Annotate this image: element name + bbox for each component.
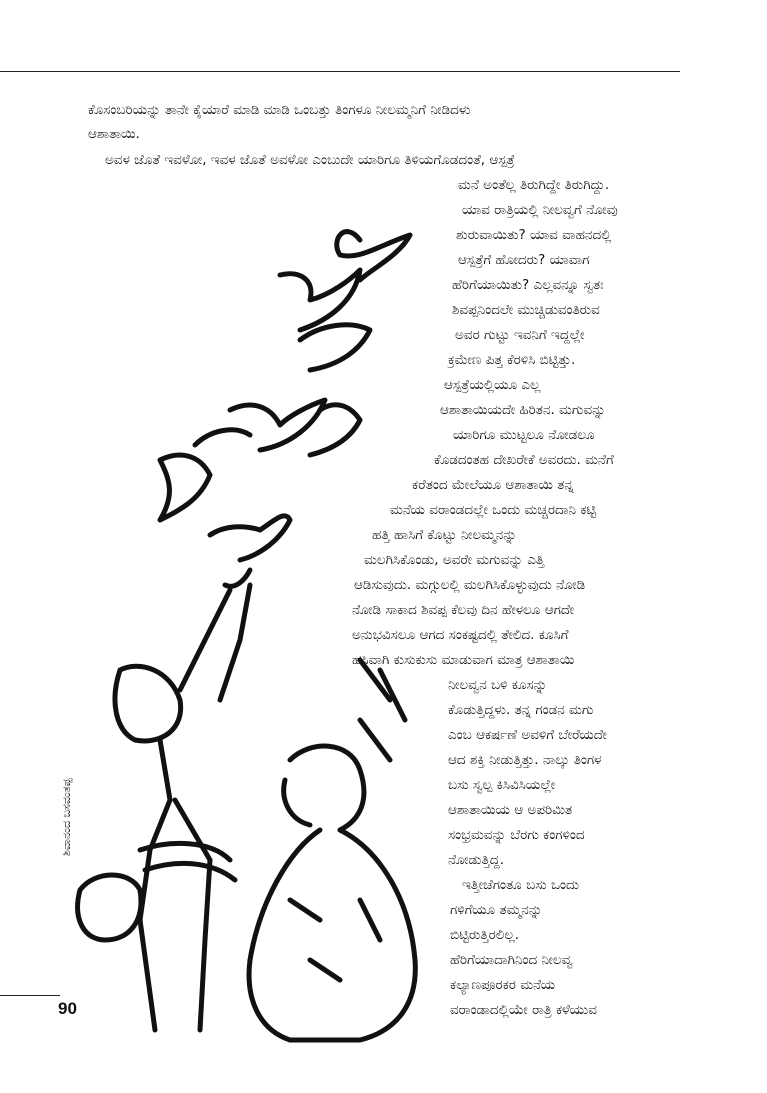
text-line: ಗಳಿಗೆಯೂ ತಮ್ಮನನ್ನು: [450, 902, 543, 918]
text-line: ಕೊಡುತ್ತಿದ್ದಳು. ತನ್ನ ಗಂಡನ ಮಗು: [448, 702, 594, 718]
illustration: [60, 200, 460, 1090]
text-line: ಕ್ರಮೇಣ ಪಿತ್ತ ಕೆರಳಿಸಿ ಬಿಟ್ಟಿತ್ತು.: [448, 352, 576, 368]
bottom-rule: [0, 995, 60, 996]
text-line: ಆಶಾತಾಯಿಯದೇ ಹಿರಿತನ. ಮಗುವನ್ನು: [440, 402, 606, 418]
text-line: ಆಸ್ಪತ್ರೆಯಲ್ಲಿಯೂ ಎಲ್ಲ: [444, 377, 541, 393]
artist-credit: ಶಿವಾನಂದ ಬಸವಂತಪ್ಪ: [60, 778, 73, 856]
top-rule: [0, 71, 680, 72]
person-releasing-bird: [115, 570, 250, 1030]
text-line: ಇತ್ತೀಚೆಗಂತೂ ಬಸು ಒಂದು: [462, 877, 580, 893]
text-line: ಮನೆ ಅಂತೆಲ್ಲ ತಿರುಗಿದ್ದೇ ತಿರುಗಿದ್ದು.: [458, 177, 610, 193]
text-line: ಮಲಗಿಸಿಕೊಂಡು, ಅವರೇ ಮಗುವನ್ನು ಎತ್ತಿ: [364, 552, 545, 568]
text-line: ಅವಳ ಜೊತೆ ಇವಳೋ, ಇವಳ ಜೊತೆ ಅವಳೋ ಎಂಬುದೇ ಯಾರಿಗೂ ತಿಳಿಯಗೊಡದಂತೆ, ಆಸ್ಪತ್ರೆ: [105, 152, 515, 168]
text-line: ಆಶಾತಾಯಿಯ ಆ ಅಪರಿಮಿತ: [448, 802, 573, 818]
pot: [78, 875, 141, 940]
text-line: ಆಡಿಸುವುದು. ಮಗ್ಗುಲಲ್ಲಿ ಮಲಗಿಸಿಕೊಳ್ಳುವುದು ನೋಡಿ: [354, 577, 586, 593]
text-line: ಕೊಡದಂತಹ ದೇಖರೇಕೆ ಅವರದು. ಮನೆಗೆ: [434, 452, 614, 468]
text-line: ಅನುಭವಿಸಲೂ ಆಗದ ಸಂಕಷ್ಟದಲ್ಲಿ ತೇಲಿದ. ಕೂಸಿಗೆ: [352, 627, 569, 643]
text-line: ಹತ್ತಿ ಹಾಸಿಗೆ ಕೊಟ್ಟು ನೀಲಮ್ಮನನ್ನು: [372, 527, 517, 543]
text-line: ಹಸಿವಾಗಿ ಕುಸುಕುಸು ಮಾಡುವಾಗ ಮಾತ್ರ ಆಶಾತಾಯಿ: [352, 652, 575, 668]
text-line: ಕೊಸಂಬರಿಯನ್ನು ತಾನೇ ಕೈಯಾರೆ ಮಾಡಿ ಮಾಡಿ ಒಂಬತ್ತು ತಿಂಗಳೂ ನೀಲಮ್ಮನಿಗೆ ನೀಡಿದಳು: [88, 102, 471, 118]
text-line: ನೋಡುತ್ತಿದ್ದ.: [448, 852, 504, 868]
seated-figure: [249, 660, 415, 1040]
text-line: ಅವರ ಗುಟ್ಟು ಇವನಿಗೆ ಇದ್ದಲ್ಲೇ: [455, 327, 585, 343]
text-line: ಸಂಭ್ರಮವನ್ನು ಬೆರಗು ಕಂಗಳಿಂದ: [448, 827, 585, 843]
text-line: ಶಿವಪ್ಪನಿಂದಲೇ ಮುಚ್ಚಿಡುವಂತಿರುವ: [452, 302, 600, 318]
text-line: ಹೆರಿಗೆಯಾದಾಗಿನಿಂದ ನೀಲವ್ವ: [450, 952, 573, 968]
text-line: ನೋಡಿ ಸಾಕಾದ ಶಿವಪ್ಪ ಕೆಲವು ದಿನ ಹೇಳಲೂ ಆಗದೇ: [352, 602, 575, 618]
flying-birds: [160, 232, 410, 560]
text-line: ಆಶಾತಾಯಿ.: [88, 126, 140, 142]
text-line: ಆಸ್ಪತ್ರೆಗೆ ಹೋದರು? ಯಾವಾಗ: [458, 252, 590, 268]
text-line: ಯಾರಿಗೂ ಮುಟ್ಟಲೂ ನೋಡಲೂ: [453, 427, 595, 443]
text-line: ಕಲ್ಯಾಣಪೂರಕರ ಮನೆಯ: [450, 977, 556, 993]
page-number: 90: [58, 999, 77, 1018]
text-line: ಬಿಟ್ಟಿರುತ್ತಿರಲಿಲ್ಲ.: [450, 927, 519, 943]
text-line: ಶುರುವಾಯಿತು? ಯಾವ ವಾಹನದಲ್ಲಿ: [456, 227, 612, 243]
text-line: ನೀಲವ್ವನ ಬಳಿ ಕೂಸನ್ನು: [448, 677, 548, 693]
text-line: ಮನೆಯ ವರಾಂಡದಲ್ಲೇ ಒಂದು ಮಚ್ಚರದಾನಿ ಕಟ್ಟಿ: [390, 502, 597, 518]
text-line: ಆದ ಶಕ್ತಿ ನೀಡುತ್ತಿತ್ತು. ನಾಲ್ಕು ತಿಂಗಳ: [448, 752, 602, 768]
text-line: ಕರೆತಂದ ಮೇಲೆಯೂ ಆಶಾತಾಯಿ ತನ್ನ: [412, 477, 574, 493]
text-line: ಎಂಬ ಆಕರ್ಷಣೆ ಅವಳಿಗೆ ಬೇರೆಯದೇ: [448, 727, 607, 743]
text-line: ಯಾವ ರಾತ್ರಿಯಲ್ಲಿ ನೀಲವ್ವಗೆ ನೋವು: [462, 202, 618, 218]
text-line: ಹೆರಿಗೆಯಾಯಿತು? ಎಲ್ಲವನ್ನೂ ಸ್ವತಃ: [452, 277, 604, 293]
text-line: ವರಾಂಡಾದಲ್ಲಿಯೇ ರಾತ್ರಿ ಕಳೆಯುವ: [450, 1002, 597, 1018]
text-line: ಬಸು ಸ್ವಲ್ಪ ಕಿಸಿವಿಸಿಯಲ್ಲೇ: [448, 777, 556, 793]
